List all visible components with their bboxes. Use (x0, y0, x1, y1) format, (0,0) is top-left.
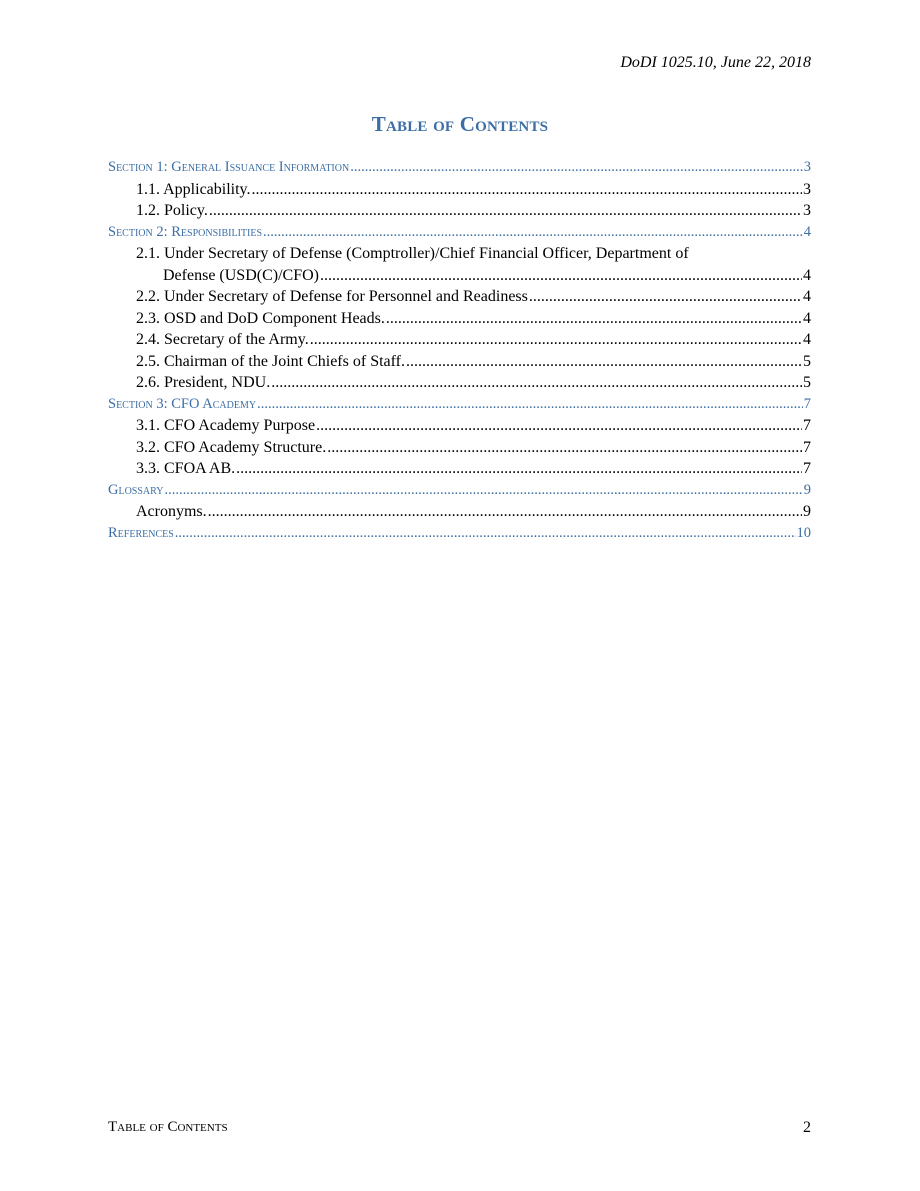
dot-leader (252, 179, 802, 201)
toc-link-2-5[interactable] (108, 351, 811, 373)
toc-page-number: 4 (803, 331, 811, 348)
toc-entry-label: 2.2. Under Secretary of Defense for Personnel and Readiness (136, 288, 528, 305)
toc-entry-label: Section 1: General Issuance Information (108, 159, 350, 175)
toc-entry-label: 3.3. CFOA AB. (136, 460, 236, 477)
toc-page-number: 7 (803, 460, 811, 477)
dot-leader (350, 157, 803, 179)
toc-link-2-3[interactable] (108, 308, 811, 330)
toc-page-number: 3 (803, 159, 811, 175)
toc-page-number: 4 (803, 223, 811, 240)
toc-page-number: 4 (803, 288, 811, 305)
dot-leader (406, 351, 802, 373)
toc-link-2-2[interactable] (108, 286, 811, 308)
toc-link-3-3[interactable] (108, 458, 811, 480)
dot-leader (316, 415, 802, 437)
toc-link-section-2[interactable] (108, 222, 811, 244)
page-number: 2 (803, 1119, 811, 1136)
toc-page-number: 7 (803, 417, 811, 434)
dot-leader (271, 372, 802, 394)
toc-link-1-2[interactable] (108, 200, 811, 222)
dot-leader (327, 437, 802, 459)
toc-entry-label: 2.5. Chairman of the Joint Chiefs of Staff. (136, 352, 405, 370)
toc-page-number: 3 (803, 180, 811, 198)
footer-section-title: Table of Contents (108, 1119, 228, 1135)
toc-entry-label: Section 2: Responsibilities (108, 223, 263, 240)
toc-link-references[interactable] (108, 523, 811, 545)
toc-link-2-6[interactable] (108, 372, 811, 394)
toc-page-number: 7 (803, 395, 811, 412)
toc-link-section-1[interactable] (108, 157, 811, 179)
toc-link-2-1[interactable] (108, 265, 811, 287)
toc-entry-label: 2.3. OSD and DoD Component Heads. (136, 309, 385, 327)
toc-entry-label: 2.4. Secretary of the Army. (136, 331, 309, 348)
toc-link-glossary[interactable] (108, 480, 811, 502)
toc-link-acronyms[interactable] (108, 501, 811, 523)
dot-leader (386, 308, 802, 330)
toc-page-number: 10 (796, 524, 811, 541)
toc-link-1-1[interactable] (108, 179, 811, 201)
toc-link-3-1[interactable] (108, 415, 811, 437)
toc-link-2-4[interactable] (108, 329, 811, 351)
toc-entry-label: Section 3: CFO Academy (108, 395, 257, 412)
toc-entry-label: 3.2. CFO Academy Structure. (136, 438, 327, 456)
toc-entry-label: References (108, 524, 174, 541)
toc-entry-label: Acronyms. (136, 503, 207, 520)
toc-entry-label: Glossary (108, 481, 164, 498)
dot-leader (529, 286, 802, 308)
dot-leader (165, 480, 803, 502)
page-title: Table of Contents (371, 112, 549, 136)
toc-entry-label: 1.1. Applicability. (136, 180, 251, 198)
toc-page-number: 5 (803, 374, 811, 391)
toc-page-number: 4 (803, 266, 811, 284)
dot-leader (209, 200, 802, 222)
dot-leader (208, 501, 802, 523)
toc-page-number: 3 (803, 202, 811, 219)
dot-leader (263, 222, 803, 244)
dot-leader (257, 394, 803, 416)
dot-leader (320, 265, 802, 287)
toc-entry-label: 2.6. President, NDU. (136, 374, 271, 391)
table-of-contents (108, 157, 811, 544)
toc-link-2-1-first-line[interactable]: 2.1. Under Secretary of Defense (Comptroller)/Chief Financial Officer, Department of (136, 245, 689, 262)
toc-entry-label: 3.1. CFO Academy Purpose (136, 417, 316, 434)
dot-leader (175, 523, 796, 545)
toc-link-section-3[interactable] (108, 394, 811, 416)
running-header: DoDI 1025.10, June 22, 2018 (620, 54, 811, 71)
toc-entry-label: 1.2. Policy. (136, 202, 208, 219)
toc-link-3-2[interactable] (108, 437, 811, 459)
page-footer (108, 1119, 811, 1137)
toc-page-number: 4 (803, 309, 811, 327)
dot-leader (310, 329, 802, 351)
toc-page-number: 9 (803, 481, 811, 498)
dot-leader (236, 458, 802, 480)
toc-page-number: 9 (803, 503, 811, 520)
toc-page-number: 7 (803, 438, 811, 456)
toc-page-number: 5 (803, 352, 811, 370)
toc-entry-label: Defense (USD(C)/CFO) (163, 266, 319, 284)
